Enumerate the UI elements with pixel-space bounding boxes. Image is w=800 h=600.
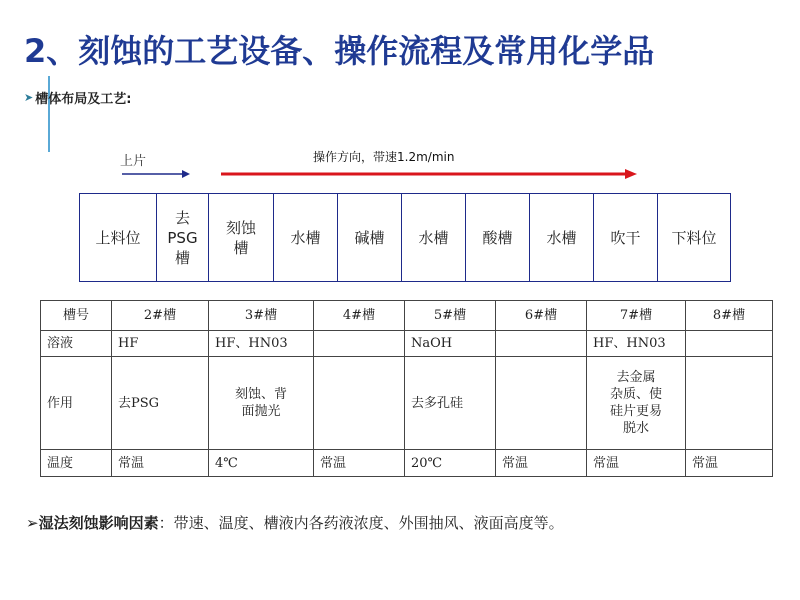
direction-label: 操作方向，带速1.2m/min	[313, 150, 455, 164]
table-cell: HF、HN03	[209, 331, 314, 357]
table-cell: 作用	[41, 357, 112, 450]
header-cell: 2#槽	[112, 301, 209, 331]
page-title: 2、刻蚀的工艺设备、操作流程及常用化学品	[24, 32, 655, 70]
table-cell	[314, 357, 405, 450]
tank-cell: 吹干	[594, 194, 658, 282]
table-cell	[314, 331, 405, 357]
section-heading	[24, 88, 131, 107]
bullet-arrow-icon: ➤	[24, 91, 34, 104]
table-row	[41, 450, 773, 477]
table-cell: 常温	[314, 450, 405, 477]
table-cell	[686, 357, 773, 450]
table-cell: 温度	[41, 450, 112, 477]
table-cell	[496, 331, 587, 357]
tank-cell: 水槽	[530, 194, 594, 282]
table-cell: 常温	[686, 450, 773, 477]
table-cell: HF、HN03	[587, 331, 686, 357]
header-cell: 8#槽	[686, 301, 773, 331]
tank-cell: 上料位	[80, 194, 157, 282]
table-cell: 常温	[112, 450, 209, 477]
table-cell	[686, 331, 773, 357]
tank-spec-table	[40, 300, 773, 477]
table-cell: HF	[112, 331, 209, 357]
table-cell: 去PSG	[112, 357, 209, 450]
footer-bold: 湿法刻蚀影响因素	[38, 514, 159, 532]
header-cell: 槽号	[41, 301, 112, 331]
header-cell: 3#槽	[209, 301, 314, 331]
table-cell: 去多孔硅	[405, 357, 496, 450]
header-cell: 6#槽	[496, 301, 587, 331]
tank-cell: 酸槽	[466, 194, 530, 282]
tank-cell: 去 PSG 槽	[157, 194, 209, 282]
tank-cell: 下料位	[658, 194, 731, 282]
tank-cell: 刻蚀 槽	[209, 194, 274, 282]
table-row	[41, 357, 773, 450]
footer-note	[26, 512, 564, 533]
table-cell: 去金属 杂质、使 硅片更易 脱水	[587, 357, 686, 450]
table-cell: 20℃	[405, 450, 496, 477]
table-cell: 4℃	[209, 450, 314, 477]
upload-label: 上片	[120, 154, 147, 169]
direction-arrow-icon	[221, 168, 637, 180]
table-row	[41, 331, 773, 357]
tank-layout	[79, 193, 731, 282]
bullet-arrow-icon: ➢	[26, 514, 39, 532]
tank-cell: 水槽	[274, 194, 338, 282]
table-header-row	[41, 301, 773, 331]
upload-arrow-icon	[122, 168, 190, 180]
table-cell: 溶液	[41, 331, 112, 357]
table-cell	[496, 357, 587, 450]
header-cell: 7#槽	[587, 301, 686, 331]
tank-cell: 水槽	[402, 194, 466, 282]
header-cell: 5#槽	[405, 301, 496, 331]
table-cell: 刻蚀、背 面抛光	[209, 357, 314, 450]
footer-text: ：带速、温度、槽液内各药液浓度、外围抽风、液面高度等。	[158, 514, 564, 532]
header-cell: 4#槽	[314, 301, 405, 331]
section-heading-text: 槽体布局及工艺:	[35, 92, 132, 107]
table-cell: 常温	[587, 450, 686, 477]
table-cell: NaOH	[405, 331, 496, 357]
table-cell: 常温	[496, 450, 587, 477]
tank-cell: 碱槽	[338, 194, 402, 282]
